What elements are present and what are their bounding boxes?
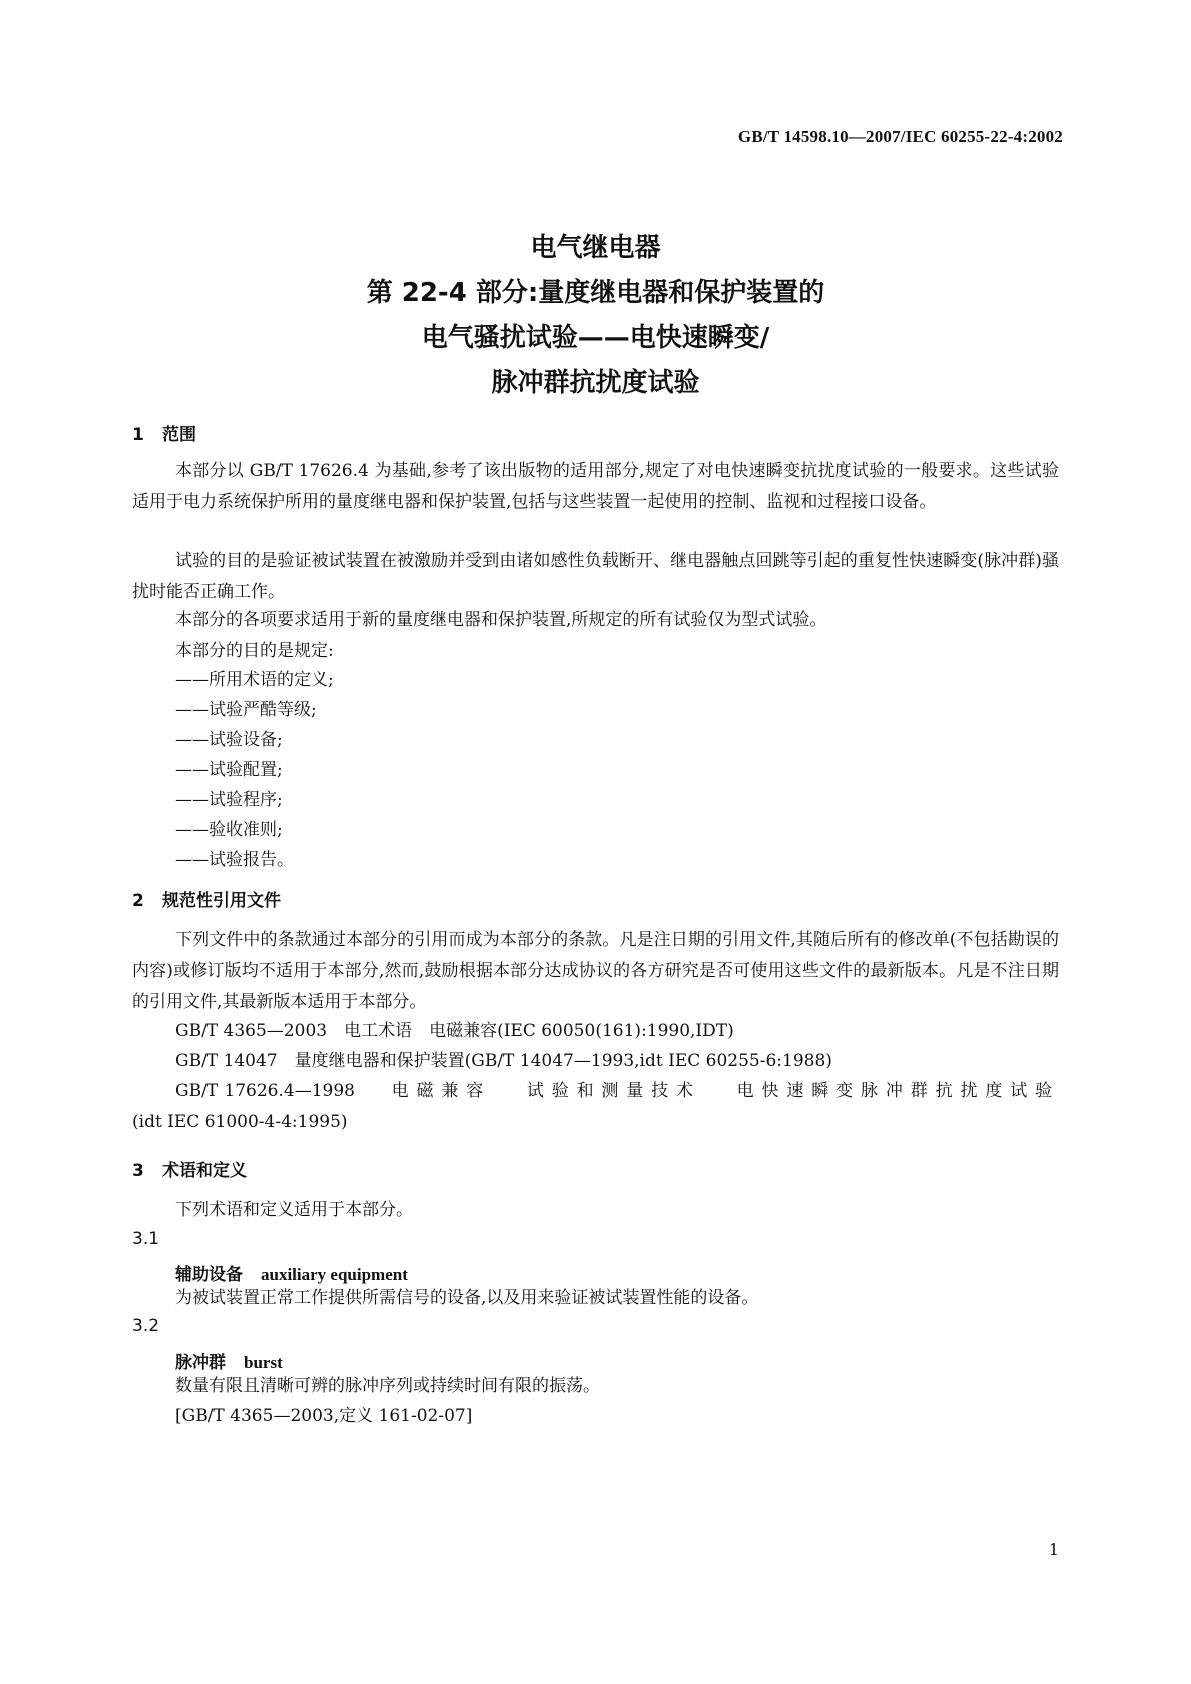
section-2-paragraph: 下列文件中的条款通过本部分的引用而成为本部分的条款。凡是注日期的引用文件,其随后所有的修改单(不包括勘误的内容)或修订版均不适用于本部分,然而,鼓励根据本部分达成协议的各方研究是否可使用这些文件的最新版本。凡是不注日期的引用文件,其最新版本适用于本部分。 [132,930,1059,1012]
clause-number: 3.2 [132,1316,160,1336]
section-1-paragraph-1: 本部分以 GB/T 17626.4 为基础,参考了该出版物的适用部分,规定了对电快速瞬变抗扰度试验的一般要求。这些试验适用于电力系统保护所用的量度继电器和保护装置,包括与这些装置一起使用的控制、监视和过程接口设备。 [132,461,1059,512]
section-2-title: 规范性引用文件 [162,891,281,911]
section-1-number: 1 [132,425,144,445]
reference-3-title-a: 电磁兼容 [391,1081,492,1101]
section-3-number: 3 [132,1161,144,1181]
term-zh: 辅助设备 [175,1265,243,1285]
reference-3-title-c: 电快速瞬变脉冲群抗扰度试验 [736,1081,1060,1101]
clause-number: 3.1 [132,1229,160,1249]
section-3-heading [132,1156,247,1181]
list-item: ——试验报告。 [175,850,294,870]
reference-3-code: GB/T 17626.4—1998 [175,1081,355,1101]
term-en: burst [244,1353,283,1372]
term-entry [175,1348,283,1373]
reference-1: GB/T 4365—2003 电工术语 电磁兼容(IEC 60050(161):1990,IDT) [175,1021,734,1041]
reference-3 [132,1076,1059,1138]
title-line-4: 脉冲群抗扰度试验 [491,368,700,398]
term-source: [GB/T 4365—2003,定义 161-02-07] [175,1406,473,1426]
term-en: auxiliary equipment [261,1265,408,1284]
title-line-2: 第 22-4 部分:量度继电器和保护装置的 [366,278,825,308]
section-1-heading [132,420,196,445]
title-line-1: 电气继电器 [530,233,661,263]
section-3-title: 术语和定义 [162,1161,247,1181]
title-line-3: 电气骚扰试验——电快速瞬变/ [421,323,770,353]
list-item: ——试验设备; [175,730,283,750]
list-item: ——试验程序; [175,790,283,810]
section-2-heading [132,886,281,911]
section-2-number: 2 [132,891,144,911]
section-1-purpose-intro: 本部分的目的是规定: [175,641,334,661]
document-title [0,226,1191,406]
list-item: ——试验严酷等级; [175,700,317,720]
list-item: ——验收准则; [175,820,283,840]
page-number: 1 [1048,1540,1059,1559]
section-1-paragraph-2: 试验的目的是验证被试装置在被激励并受到由诸如感性负载断开、继电器触点回跳等引起的重复性快速瞬变(脉冲群)骚扰时能否正确工作。 [132,551,1059,602]
reference-2: GB/T 14047 量度继电器和保护装置(GB/T 14047—1993,idt IEC 60255-6:1988) [175,1051,832,1071]
list-item: ——所用术语的定义; [175,670,334,690]
reference-3-title-b: 试验和测量技术 [526,1081,701,1101]
term-definition: 数量有限且清晰可辨的脉冲序列或持续时间有限的振荡。 [175,1376,600,1396]
section-1-title: 范围 [162,425,196,445]
term-definition: 为被试装置正常工作提供所需信号的设备,以及用来验证被试装置性能的设备。 [175,1288,759,1308]
standard-code-header: GB/T 14598.10—2007/IEC 60255-22-4:2002 [737,127,1063,146]
term-zh: 脉冲群 [175,1353,226,1373]
term-entry [175,1260,408,1285]
section-3-intro: 下列术语和定义适用于本部分。 [175,1200,413,1220]
list-item: ——试验配置; [175,760,283,780]
section-1-scope-line: 本部分的各项要求适用于新的量度继电器和保护装置,所规定的所有试验仅为型式试验。 [175,610,827,630]
reference-3-tail: (idt IEC 61000-4-4:1995) [132,1112,348,1132]
